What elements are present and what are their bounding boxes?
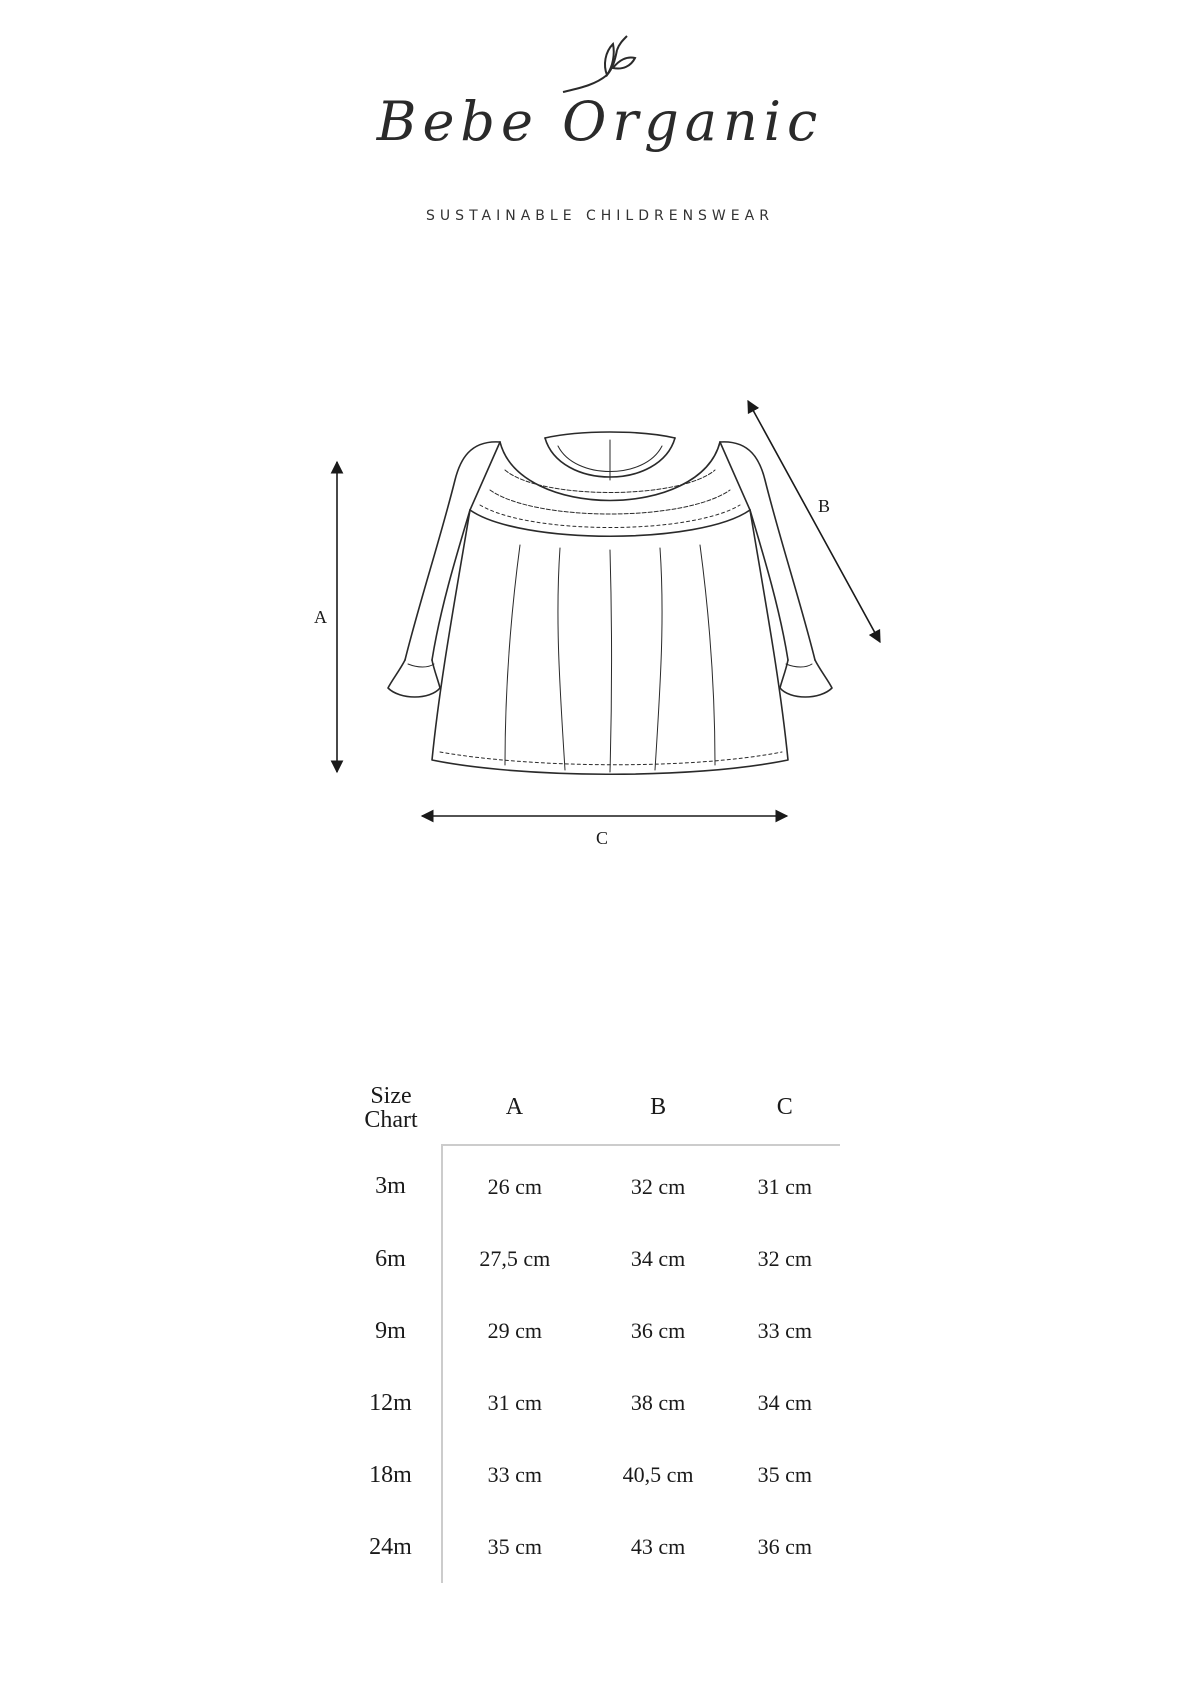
table-row [340, 1223, 840, 1295]
size-chart-table [340, 1070, 840, 1583]
value-cell-a: 27,5 cm [442, 1223, 587, 1295]
value-cell-a: 33 cm [442, 1439, 587, 1511]
table-row [340, 1511, 840, 1583]
value-cell-b: 38 cm [630, 1390, 686, 1415]
size-chart-corner-line1: Size [370, 1082, 412, 1109]
size-label: 3m [375, 1173, 406, 1199]
table-row [340, 1439, 840, 1511]
brand-name: Bebe Organic [376, 90, 824, 153]
size-chart-corner-label [340, 1070, 442, 1145]
value-cell-c: 34 cm [757, 1390, 812, 1415]
column-header-b: B [587, 1070, 730, 1145]
value-cell-a: 26 cm [442, 1145, 587, 1223]
column-header-a: A [442, 1070, 587, 1145]
size-label: 6m [375, 1245, 406, 1272]
dimension-label-c: C [596, 828, 609, 848]
size-label: 24m [369, 1533, 412, 1560]
value-cell-b: 40,5 cm [622, 1462, 694, 1487]
table-row [340, 1367, 840, 1439]
brand-tagline: SUSTAINABLE CHILDRENSWEAR [426, 208, 774, 224]
size-label: 9m [375, 1317, 406, 1344]
value-cell-b: 43 cm [630, 1534, 686, 1559]
value-cell-c: 33 cm [757, 1318, 812, 1343]
value-cell-c: 32 cm [757, 1246, 812, 1271]
value-cell-b: 34 cm [630, 1246, 686, 1271]
dimension-arrow-b [748, 401, 880, 642]
value-cell-c: 31 cm [757, 1174, 812, 1199]
size-label: 18m [369, 1461, 412, 1488]
value-cell-a: 35 cm [442, 1511, 587, 1583]
size-chart [340, 1070, 840, 1583]
value-cell-c: 35 cm [757, 1462, 812, 1487]
size-chart-corner-line2: Chart [364, 1106, 418, 1133]
value-cell-a: 31 cm [442, 1367, 587, 1439]
table-row [340, 1145, 840, 1223]
column-header-c: C [730, 1070, 840, 1145]
value-cell-b: 32 cm [630, 1174, 686, 1199]
dimension-label-a: A [314, 607, 327, 627]
value-cell-b: 36 cm [630, 1318, 686, 1343]
dimension-label-b: B [818, 496, 831, 516]
table-row [340, 1295, 840, 1367]
value-cell-a: 29 cm [442, 1295, 587, 1367]
blouse-drawing [388, 432, 832, 774]
size-label: 12m [369, 1389, 412, 1416]
value-cell-c: 36 cm [757, 1534, 812, 1559]
size-chart-header-row [340, 1070, 840, 1145]
